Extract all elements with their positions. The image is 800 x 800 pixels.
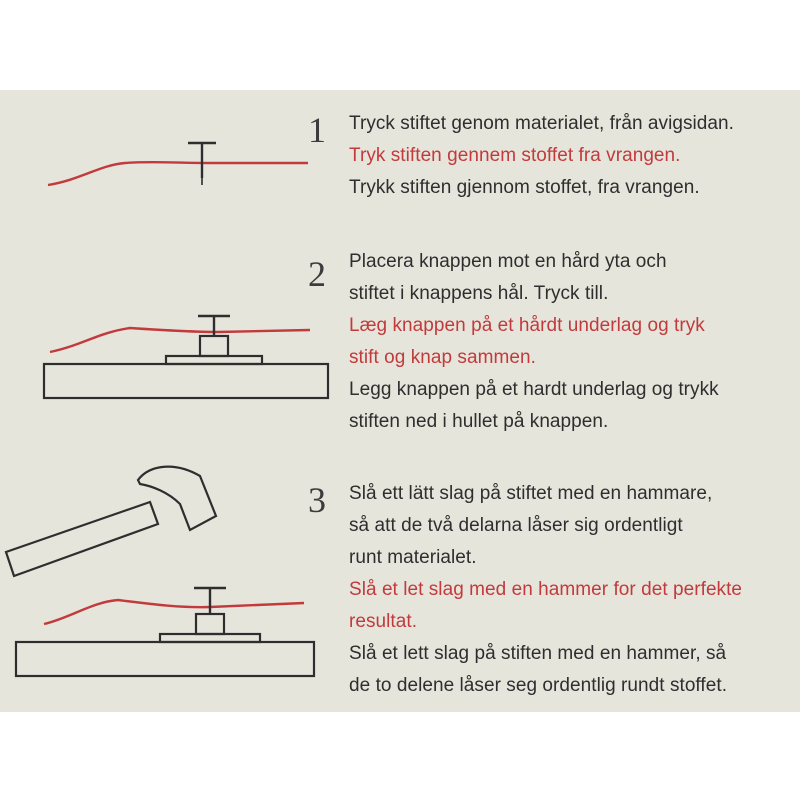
button-icon [166, 336, 262, 364]
step-2-text [349, 246, 789, 438]
step-2-danish-line-1: Læg knappen på et hårdt underlag og tryk [349, 315, 705, 336]
step-2-danish-line-2: stift og knap sammen. [349, 347, 536, 368]
step-number-3: 3 [308, 480, 326, 520]
fabric-line-icon [44, 600, 304, 624]
hard-surface-icon [16, 642, 314, 676]
step-3-swedish-line-1: Slå ett lätt slag på stiftet med en hammare, [349, 483, 713, 504]
step-1-danish-line-1: Tryk stiften gennem stoffet fra vrangen. [349, 145, 681, 166]
step-2-swedish-line-2: stiftet i knappens hål. Tryck till. [349, 283, 609, 304]
step-number-2: 2 [308, 254, 326, 294]
hard-surface-icon [44, 364, 328, 398]
step-2-norwegian-line-2: stiften ned i hullet på knappen. [349, 411, 609, 432]
step-number-1: 1 [308, 110, 326, 150]
step-3-illustration [0, 450, 320, 690]
fabric-line-icon [48, 162, 308, 185]
button-icon [160, 614, 260, 642]
step-3-swedish-line-2: så att de två delarna låser sig ordentligt [349, 515, 683, 536]
step-1-illustration [40, 130, 320, 200]
step-2-illustration [40, 310, 340, 410]
instruction-sheet [0, 90, 800, 712]
step-3-danish-line-1: Slå et let slag med en hammer for det perfekte [349, 579, 743, 600]
step-1-text [349, 108, 789, 204]
step-3-norwegian-line-1: Slå et lett slag på stiften med en hammer, så [349, 643, 727, 664]
fabric-line-icon [50, 328, 310, 352]
step-1-norwegian-line-1: Trykk stiften gjennom stoffet, fra vrangen. [349, 177, 700, 198]
step-1-swedish-line-1: Tryck stiftet genom materialet, från avigsidan. [349, 113, 734, 134]
step-2-norwegian-line-1: Legg knappen på et hardt underlag og trykk [349, 379, 719, 400]
step-3-text [349, 478, 789, 702]
pin-icon [194, 588, 226, 614]
step-2-swedish-line-1: Placera knappen mot en hård yta och [349, 251, 667, 272]
hammer-icon [6, 467, 216, 576]
step-3-danish-line-2: resultat. [349, 611, 418, 632]
step-3-norwegian-line-2: de to delene låser seg ordentlig rundt stoffet. [349, 675, 728, 696]
step-3-swedish-line-3: runt materialet. [349, 547, 477, 568]
